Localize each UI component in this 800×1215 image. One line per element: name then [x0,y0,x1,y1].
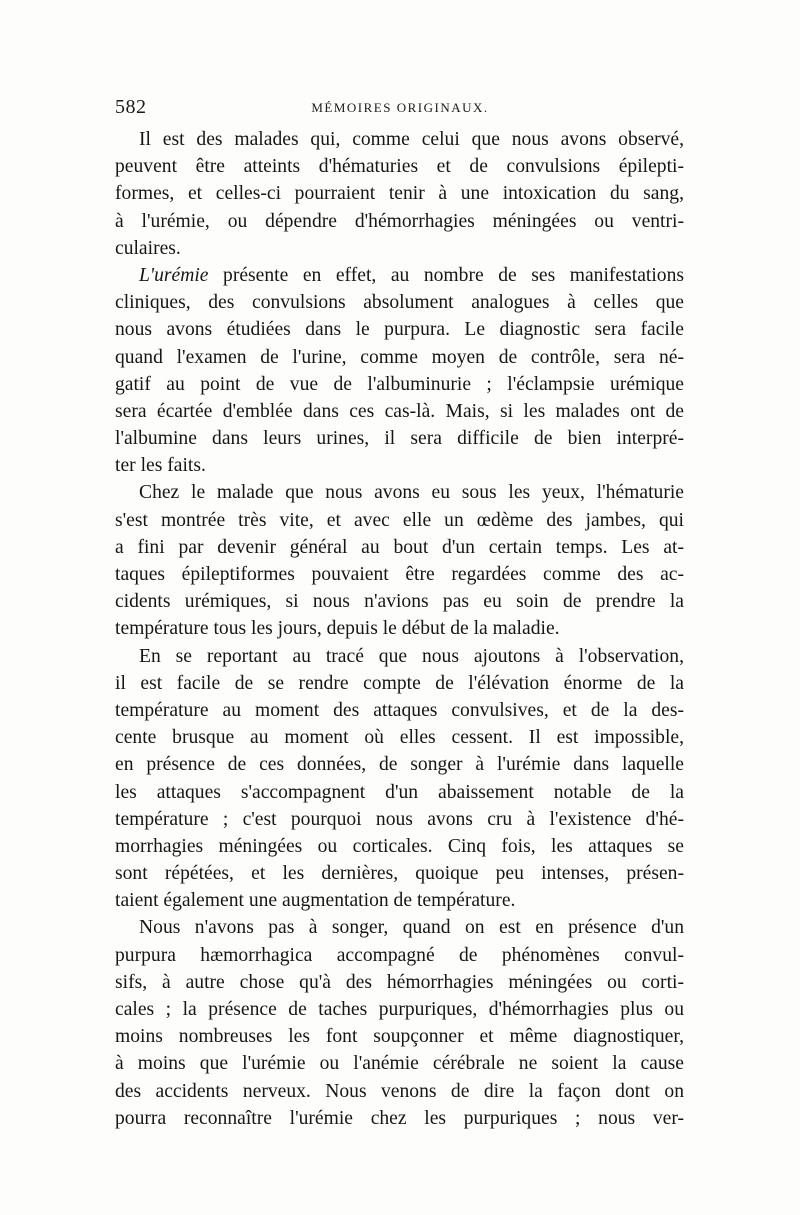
text-line: à l'urémie, ou dépendre d'hémorrhagies méningées ou ventri- [115,210,684,232]
text-line: il est facile de se rendre compte de l'élévation énorme de la [115,672,684,694]
text-line: cliniques, des convulsions absolument analogues à celles que [115,292,684,314]
text-line: sont répétées, et les dernières, quoique peu intenses, présen- [115,863,684,885]
text-body [115,126,684,1132]
text-line: sera écartée d'emblée dans ces cas-là. Mais, si les malades ont de [115,400,684,422]
text-line: peuvent être atteints d'hématuries et de convulsions épilepti- [115,156,684,178]
text-line: taient également une augmentation de température. [115,890,516,912]
text-line-rest: présente en effet, au nombre de ses manifestations [208,264,684,286]
text-line: formes, et celles-ci pourraient tenir à une intoxication du sang, [115,183,684,205]
text-line: pourra reconnaître l'urémie chez les purpuriques ; nous ver- [115,1107,684,1129]
text-line: nous avons étudiées dans le purpura. Le diagnostic sera facile [115,319,684,341]
text-line: s'est montrée très vite, et avec elle un œdème des jambes, qui [115,509,684,531]
italic-term: L'urémie [139,264,209,286]
running-head: MÉMOIRES ORIGINAUX. [311,100,489,115]
page-number: 582 [115,96,147,118]
text-line: morrhagies méningées ou corticales. Cinq fois, les attaques se [115,835,684,857]
text-line: En se reportant au tracé que nous ajoutons à l'observation, [139,645,684,667]
text-line: température ; c'est pourquoi nous avons cru à l'existence d'hé- [115,808,684,830]
text-line: cales ; la présence de taches purpuriques, d'hémorrhagies plus ou [115,999,684,1020]
text-line [115,262,684,289]
text-line: Chez le malade que nous avons eu sous les yeux, l'hématurie [139,482,684,504]
text-line: ter les faits. [115,455,206,477]
text-line: l'albumine dans leurs urines, il sera difficile de bien interpré- [115,428,684,450]
text-line: les attaques s'accompagnent d'un abaissement notable de la [115,781,684,803]
text-line: Nous n'avons pas à songer, quand on est en présence d'un [139,917,684,939]
text-line: cidents urémiques, si nous n'avions pas eu soin de prendre la [115,591,684,613]
text-line: quand l'examen de l'urine, comme moyen de contrôle, sera né- [115,346,684,368]
text-line: culaires. [115,237,181,259]
text-line: gatif au point de vue de l'albuminurie ; l'éclampsie urémique [115,373,684,395]
text-line: a fini par devenir général au bout d'un certain temps. Les at- [115,536,684,558]
text-line: en présence de ces données, de songer à l'urémie dans laquelle [115,754,684,776]
page-header [115,96,685,124]
text-line: purpura hæmorrhagica accompagné de phénomènes convul- [115,944,684,966]
text-line: à moins que l'urémie ou l'anémie cérébrale ne soient la cause [115,1053,684,1075]
text-line: taques épileptiformes pouvaient être regardées comme des ac- [115,564,684,585]
text-line: Il est des malades qui, comme celui que nous avons observé, [139,129,684,150]
text-line: température tous les jours, depuis le début de la maladie. [115,618,560,640]
text-line: cente brusque au moment où elles cessent. Il est impossible, [115,727,684,749]
text-line: sifs, à autre chose qu'à des hémorrhagies méningées ou corti- [115,971,684,993]
text-line: température au moment des attaques convulsives, et de la des- [115,699,684,721]
text-line: des accidents nerveux. Nous venons de dire la façon dont on [115,1080,684,1102]
text-line: moins nombreuses les font soupçonner et même diagnostiquer, [115,1026,684,1048]
